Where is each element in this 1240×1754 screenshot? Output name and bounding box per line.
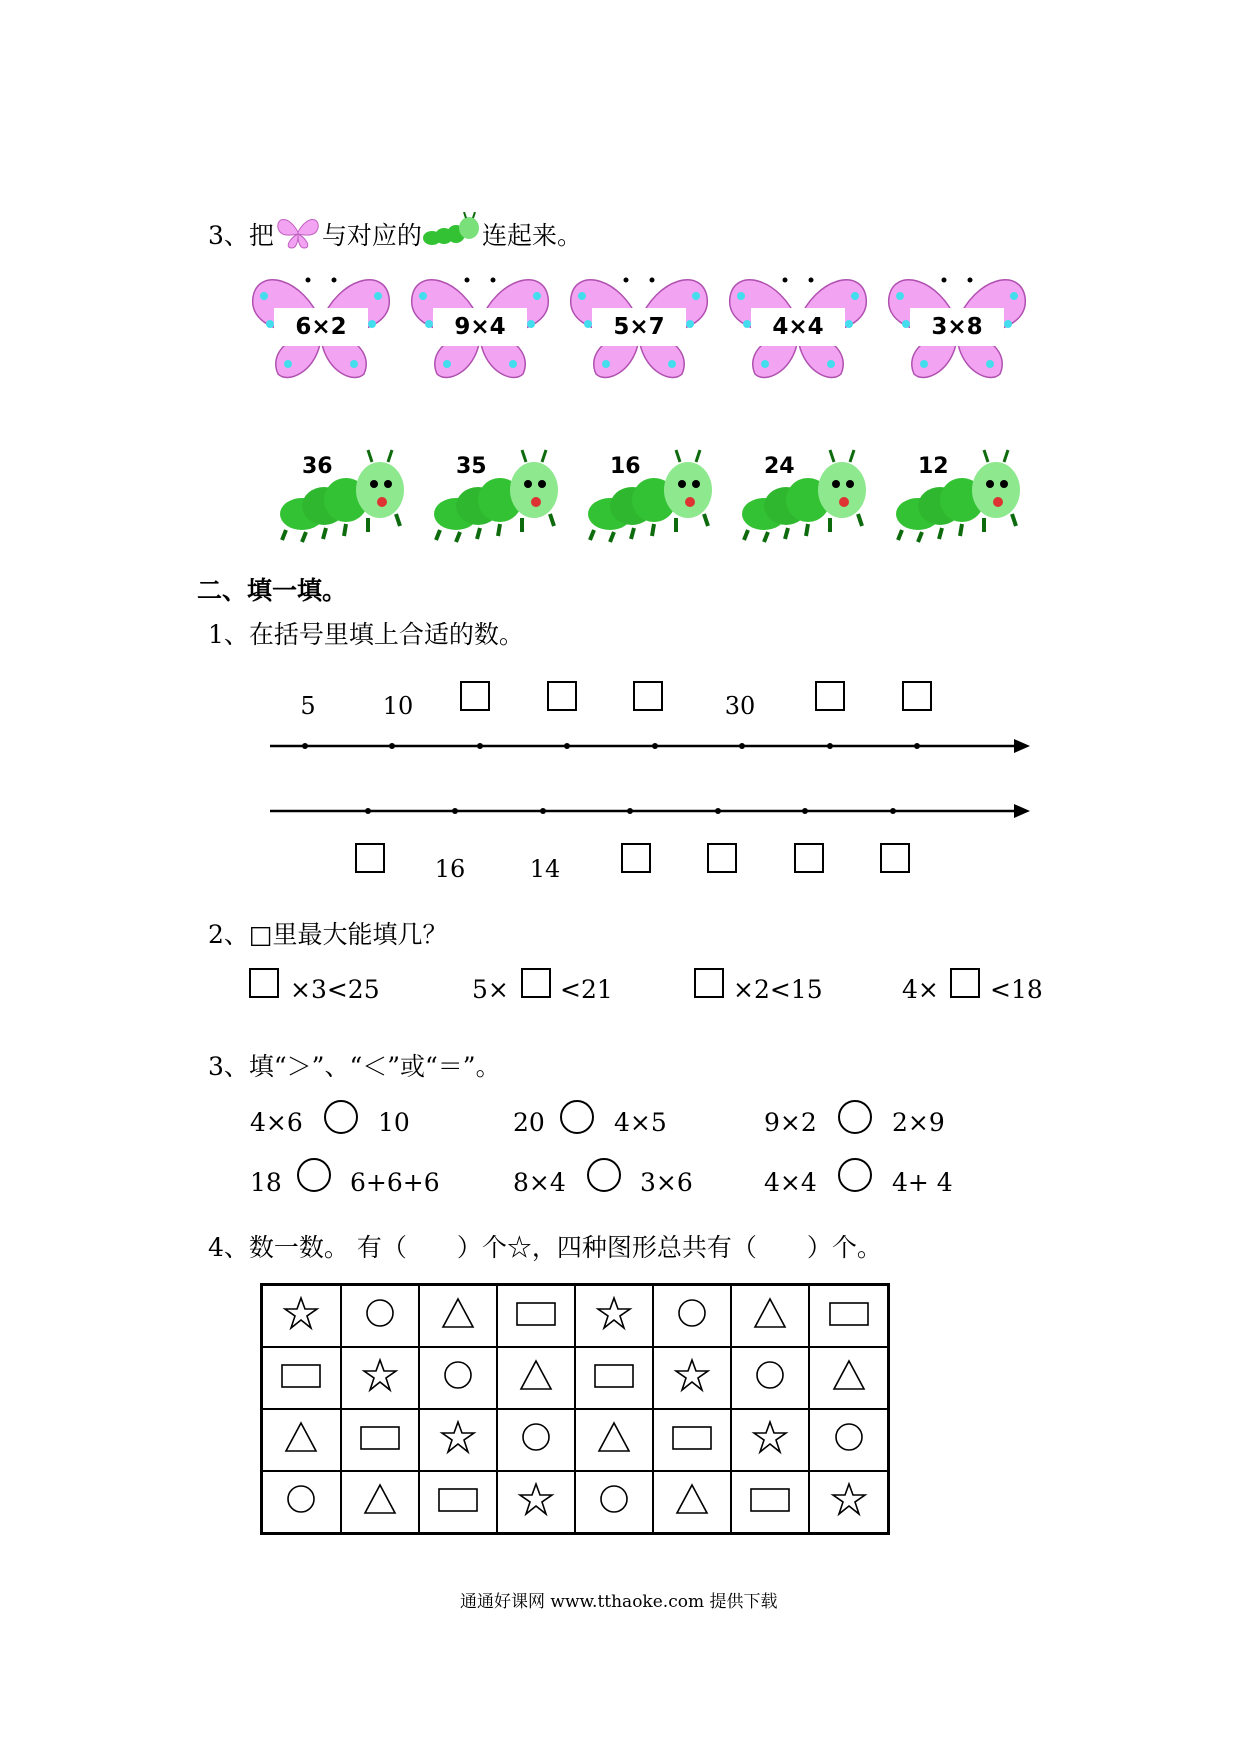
star-icon [438,1418,478,1458]
q2-text: 2、□里最大能填几？ [208,920,448,949]
circle-icon [594,1480,634,1520]
caterpillar-label: 36 [302,454,333,479]
circle-icon [750,1356,790,1396]
arrow-right-icon [1014,804,1030,818]
q3-text-3: 连起来。 [481,221,582,250]
star-icon [672,1356,712,1396]
q1-text: 1、在括号里填上合适的数。 [208,620,524,649]
butterfly-label: 4×4 [751,308,845,346]
grid-cell [419,1347,497,1409]
circle-icon [438,1356,478,1396]
inequality-text: 4× [902,975,939,1004]
rect-icon [437,1480,479,1520]
compare-circle[interactable] [560,1100,594,1134]
answer-box[interactable] [902,681,932,711]
inequality-text: 5× [472,975,509,1004]
answer-box[interactable] [815,681,845,711]
inequality-text: <21 [560,975,613,1004]
compare-left: 9×2 [764,1108,817,1137]
q3-text-1: 把 [248,221,274,250]
grid-cell [341,1409,419,1471]
grid-cell [419,1409,497,1471]
compare-left: 18 [250,1168,282,1197]
grid-cell [653,1347,731,1409]
star-icon [594,1294,634,1334]
compare-left: 4×4 [764,1168,817,1197]
answer-box[interactable] [694,968,724,998]
q3-number: 3、 [208,221,249,250]
grid-cell [341,1471,419,1534]
section-heading: 二、填一填。 [197,576,348,605]
star-icon [516,1480,556,1520]
grid-cell [341,1285,419,1348]
rect-icon [671,1418,713,1458]
grid-cell [809,1471,888,1534]
grid-cell [731,1347,809,1409]
q3-text-2: 与对应的 [321,221,422,250]
grid-cell [262,1471,341,1534]
grid-cell [809,1409,888,1471]
compare-circle[interactable] [838,1158,872,1192]
answer-box[interactable] [460,681,490,711]
grid-cell [653,1471,731,1534]
compare-left: 20 [513,1108,545,1137]
grid-cell [653,1285,731,1348]
grid-cell [575,1347,653,1409]
rect-icon [593,1356,635,1396]
compare-right: 4+ 4 [892,1168,953,1197]
answer-box[interactable] [521,968,551,998]
grid-cell [341,1347,419,1409]
caterpillar-label: 12 [918,454,949,479]
triangle-icon [672,1480,712,1520]
grid-cell [731,1285,809,1348]
compare-circle[interactable] [838,1100,872,1134]
grid-cell [262,1285,341,1348]
grid-cell [497,1409,575,1471]
compare-right: 4×5 [614,1108,667,1137]
triangle-icon [281,1418,321,1458]
answer-box[interactable] [621,843,651,873]
grid-cell [575,1471,653,1534]
inequality-text: ×2<15 [733,975,823,1004]
compare-circle[interactable] [587,1158,621,1192]
butterfly-label: 9×4 [433,308,527,346]
rect-icon [828,1294,870,1334]
answer-box[interactable] [794,843,824,873]
compare-right: 2×9 [892,1108,945,1137]
inequality-text: <18 [990,975,1043,1004]
grid-row [262,1285,889,1348]
answer-box[interactable] [249,968,279,998]
star-icon [750,1418,790,1458]
grid-row [262,1471,889,1534]
caterpillar-label: 16 [610,454,641,479]
circle-icon [281,1480,321,1520]
caterpillar-label: 35 [456,454,487,479]
grid-cell [497,1347,575,1409]
grid-cell [575,1409,653,1471]
grid-cell [731,1409,809,1471]
answer-box[interactable] [950,968,980,998]
triangle-icon [829,1356,869,1396]
answer-box[interactable] [707,843,737,873]
answer-box[interactable] [880,843,910,873]
grid-cell [809,1347,888,1409]
triangle-icon [594,1418,634,1458]
number-line-value: 30 [724,692,756,720]
inequality-text: ×3<25 [290,975,380,1004]
butterfly-label: 5×7 [592,308,686,346]
rect-icon [280,1356,322,1396]
compare-circle[interactable] [297,1158,331,1192]
butterfly-label: 3×8 [910,308,1004,346]
butterfly-label: 6×2 [274,308,368,346]
rect-icon [515,1294,557,1334]
compare-left: 4×6 [250,1108,303,1137]
compare-left: 8×4 [513,1168,566,1197]
grid-cell [419,1471,497,1534]
footer: 通通好课网 www.tthaoke.com 提供下载 [460,1592,778,1612]
star-icon [829,1480,869,1520]
grid-row [262,1347,889,1409]
number-line-value: 10 [382,692,414,720]
number-line-value: 5 [300,692,316,720]
compare-right: 10 [378,1108,410,1137]
circle-icon [829,1418,869,1458]
answer-box[interactable] [633,681,663,711]
circle-icon [360,1294,400,1334]
triangle-icon [360,1480,400,1520]
grid-cell [262,1347,341,1409]
grid-cell [809,1285,888,1348]
grid-cell [731,1471,809,1534]
grid-row [262,1409,889,1471]
caterpillar-label: 24 [764,454,795,479]
triangle-icon [750,1294,790,1334]
number-line-value: 14 [529,855,561,883]
answer-box[interactable] [355,843,385,873]
grid-cell [575,1285,653,1348]
rect-icon [749,1480,791,1520]
star-icon [281,1294,321,1334]
compare-right: 3×6 [640,1168,693,1197]
circle-icon [672,1294,712,1334]
grid-cell [497,1285,575,1348]
triangle-icon [516,1356,556,1396]
number-line-value: 16 [434,855,466,883]
grid-cell [419,1285,497,1348]
shape-grid [260,1283,890,1535]
rect-icon [359,1418,401,1458]
compare-circle[interactable] [324,1100,358,1134]
grid-cell [262,1409,341,1471]
star-icon [360,1356,400,1396]
circle-icon [516,1418,556,1458]
grid-cell [653,1409,731,1471]
triangle-icon [438,1294,478,1334]
arrow-right-icon [1014,739,1030,753]
answer-box[interactable] [547,681,577,711]
q4-text: 4、数一数。 有（ ）个☆，四种图形总共有（ ）个。 [208,1233,882,1262]
q3-compare-text: 3、填“＞”、“＜”或“＝”。 [208,1052,501,1081]
compare-right: 6+6+6 [350,1168,440,1197]
grid-cell [497,1471,575,1534]
